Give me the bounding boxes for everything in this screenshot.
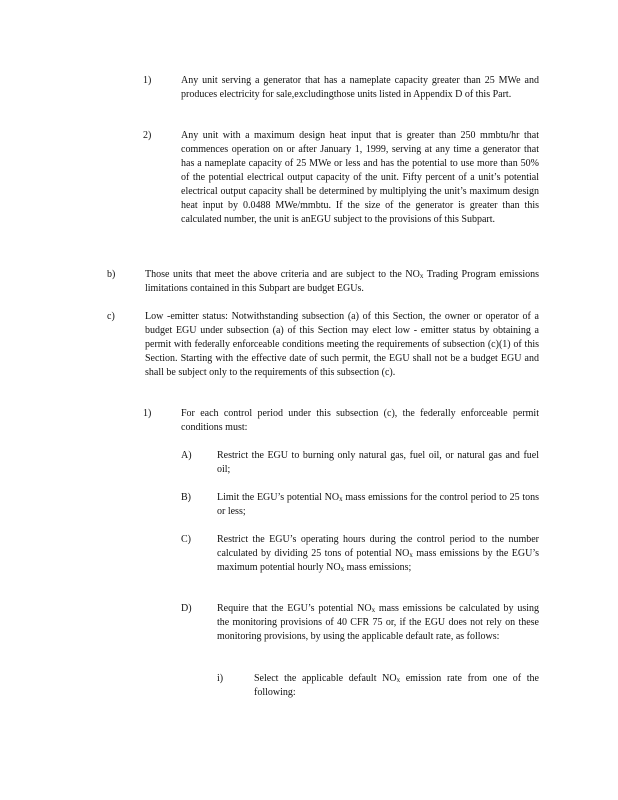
item-text: Restrict the EGU to burning only natural gas, fuel oil, or natural gas and fuel oil; [217, 450, 539, 475]
item-text: For each control period under this subsection (c), the federally enforceable permit conditions must: [181, 408, 539, 433]
item-label: 2) [143, 130, 152, 141]
item-text: Limit the EGU’s potential $NO_x$ mass emissions for the control period to 25 tons or less; [217, 492, 539, 517]
item-label: D) [181, 603, 192, 614]
item-text: Any unit serving a generator that has a nameplate capacity greater than 25 MWe and produces electricity for sale,excludingthose units listed in Appendix D of this Part. [181, 75, 539, 100]
item-text: Require that the EGU’s potential $NO_x$ mass emissions be calculated by using the monitoring provisions of 40 CFR 75 or, if the EGU does not rely on these monitoring provisions, by using the applicable default rate, as follows: [217, 603, 539, 642]
item-label: A) [181, 450, 192, 461]
item-text: Select the applicable default $NO_x$ emission rate from one of the following: [254, 673, 539, 698]
item-label: C) [181, 534, 191, 545]
item-label: B) [181, 492, 191, 503]
item-label: b) [107, 269, 116, 280]
item-text: Restrict the EGU’s operating hours during the control period to the number calculated by dividing 25 tons of potential $NO_x$ mass emissions by the EGU’s maximum potential hourly $NO_x$ mass emissions; [217, 534, 540, 573]
item-label: i) [217, 673, 224, 684]
item-label: c) [107, 311, 115, 322]
item-label: 1) [143, 408, 152, 419]
item-text: Low -emitter status: Notwithstanding subsection (a) of this Section, the owner or operator of a budget EGU under subsection (a) of this Section may elect low - emitter status by obtaining a permit with federally enforceable conditions meeting the requirements of subsection (c)(1) of this Section. Starting with the effective date of such permit, the EGU shall not be a budget EGU and shall be subject only to the requirements of this subsection (c). [145, 311, 539, 378]
item-text: Those units that meet the above criteria and are subject to the $NO_x$ Trading Program emissions limitations contained in this Subpart are budget EGUs. [145, 269, 539, 294]
item-label: 1) [143, 75, 152, 86]
item-text: Any unit with a maximum design heat input that is greater than 250 mmbtu/hr that commences operation on or after January 1, 1999, serving at any time a generator that has a nameplate capacity of 25 MWe or less and has the potential to use more than 50% of the potential electrical output capacity of the unit. Fifty percent of a unit’s potential electrical output capacity shall be determined by multiplying the unit’s maximum design heat input by 0.0488 MWe/mmbtu. If the size of the generator is greater than this calculated number, the unit is anEGU subject to the provisions of this Subpart. [181, 130, 539, 225]
